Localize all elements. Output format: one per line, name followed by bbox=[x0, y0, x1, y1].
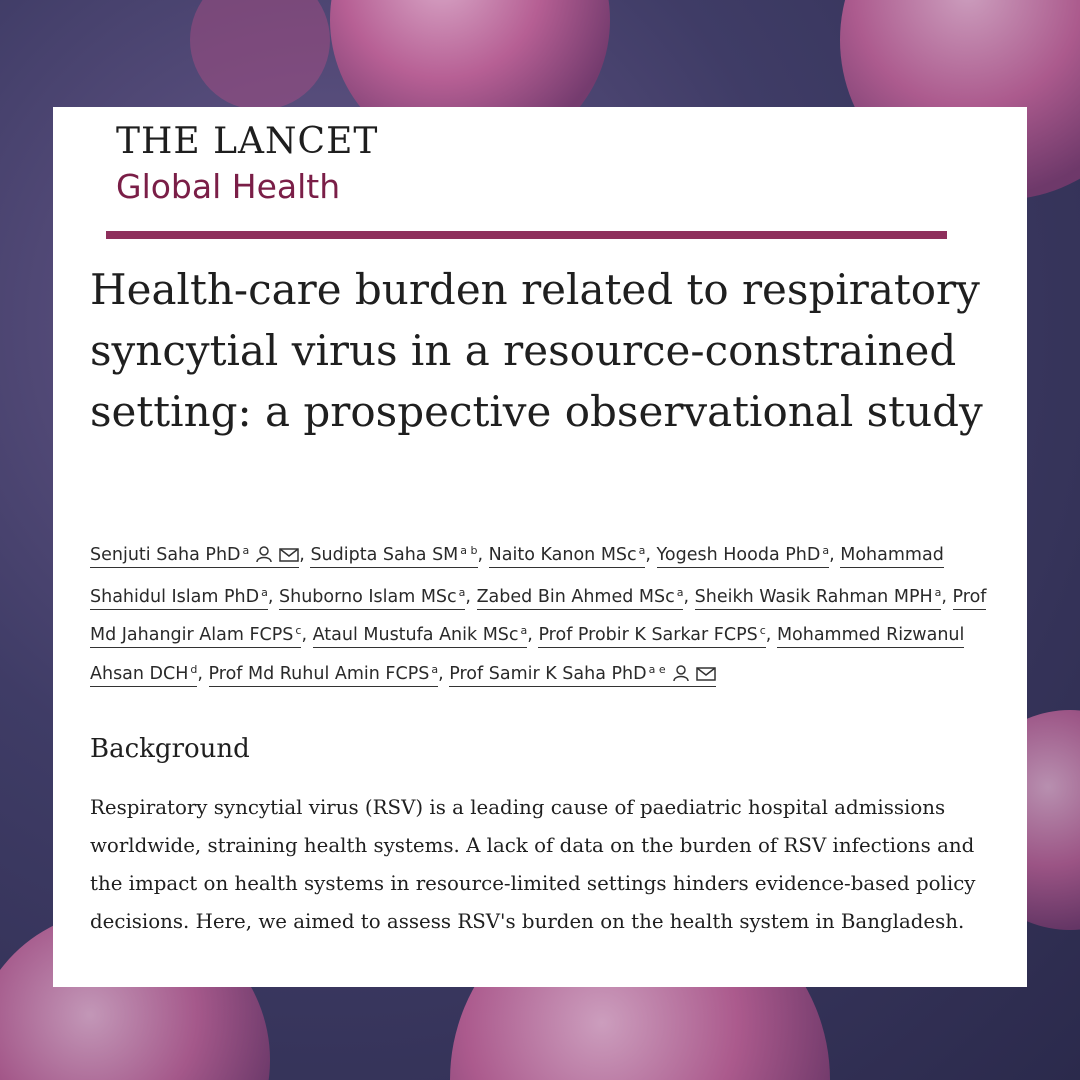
author-name: Mohammad Shahidul Islam PhD bbox=[90, 545, 944, 607]
author-link[interactable] bbox=[449, 664, 715, 687]
author-link[interactable] bbox=[279, 587, 465, 610]
author-name: Prof Samir K Saha PhD bbox=[449, 663, 647, 684]
author-affiliation: a bbox=[520, 624, 528, 637]
author-link[interactable] bbox=[538, 625, 765, 648]
author-name: Sudipta Saha SM bbox=[310, 545, 459, 565]
author-affiliation: a bbox=[458, 585, 466, 599]
mail-icon[interactable] bbox=[279, 541, 299, 576]
author-link[interactable] bbox=[477, 587, 684, 610]
author-affiliation: c bbox=[759, 624, 766, 637]
author-affiliation: a bbox=[934, 585, 942, 599]
author-link[interactable] bbox=[209, 664, 439, 687]
author-link[interactable] bbox=[657, 545, 830, 568]
person-icon[interactable] bbox=[255, 541, 273, 576]
author-link[interactable] bbox=[313, 625, 528, 648]
person-icon[interactable] bbox=[672, 660, 690, 695]
author-name: Prof Md Jahangir Alam FCPS bbox=[90, 586, 987, 645]
author-name: Mohammed Rizwanul Ahsan DCH bbox=[90, 625, 965, 684]
author-name: Naito Kanon MSc bbox=[488, 545, 637, 565]
journal-name: THE LANCET bbox=[116, 121, 379, 162]
author-affiliation: a bbox=[822, 544, 830, 557]
author-affiliation: a bbox=[638, 544, 646, 557]
background-heading: Background bbox=[90, 734, 250, 764]
journal-subtitle: Global Health bbox=[116, 167, 341, 206]
author-affiliation: a bbox=[431, 662, 439, 676]
author-list: Senjuti Saha PhD $^a$ , Sudipta Saha SM $^{a b}$, Naito Kanon MSc $^a$, Yogesh Hooda PhD $^a$, Mohammad Shahidul Islam PhD $^a$, Shuborno Islam MSc $^a$, Zabed Bin Ahmed MSc $^a$, Sheikh Wasik Rahman MPH $^a$, Prof Md Jahangir Alam FCPS $^c$, Ataul Mustufa Anik MSc $^a$, Prof Probir K Sarkar FCPS $^c$, Mohammed Rizwanul Ahsan DCH $^d$, Prof Md Ruhul Amin FCPS $^a$, Prof Samir K Saha PhD $^{a e}$ bbox=[90, 534, 990, 694]
author-affiliation: a bbox=[261, 585, 268, 599]
author-name: Ataul Mustufa Anik MSc bbox=[312, 625, 519, 645]
mail-icon[interactable] bbox=[696, 660, 716, 695]
author-name: Prof Md Ruhul Amin FCPS bbox=[208, 663, 430, 684]
author-link[interactable] bbox=[695, 587, 942, 610]
author-link[interactable] bbox=[310, 545, 477, 568]
author-affiliation: d bbox=[190, 662, 198, 676]
author-name: Shuborno Islam MSc bbox=[279, 586, 457, 607]
article-card bbox=[53, 107, 1027, 987]
author-name: Yogesh Hooda PhD bbox=[656, 545, 821, 565]
author-name: Senjuti Saha PhD bbox=[90, 545, 241, 565]
author-name: Zabed Bin Ahmed MSc bbox=[476, 586, 675, 607]
author-link[interactable] bbox=[90, 545, 299, 568]
author-affiliation: a bbox=[242, 544, 250, 557]
header-rule bbox=[106, 231, 947, 239]
author-affiliation: a e bbox=[648, 662, 666, 676]
author-link[interactable] bbox=[489, 545, 646, 568]
author-name: Prof Probir K Sarkar FCPS bbox=[538, 625, 758, 645]
author-name: Sheikh Wasik Rahman MPH bbox=[694, 586, 933, 607]
author-affiliation: a b bbox=[460, 544, 478, 557]
background-text: Respiratory syncytial virus (RSV) is a leading cause of paediatric hospital admissions worldwide, straining health systems. A lack of data on the burden of RSV infections and the impact on health systems in resource-limited settings hinders evidence-based policy decisions. Here, we aimed to assess RSV's burden on the health system in Bangladesh. bbox=[90, 796, 976, 933]
author-affiliation: c bbox=[295, 624, 302, 637]
article-title: Health-care burden related to respiratory syncytial virus in a resource-constrained setting: a prospective observational study bbox=[90, 265, 983, 436]
author-affiliation: a bbox=[676, 585, 684, 599]
